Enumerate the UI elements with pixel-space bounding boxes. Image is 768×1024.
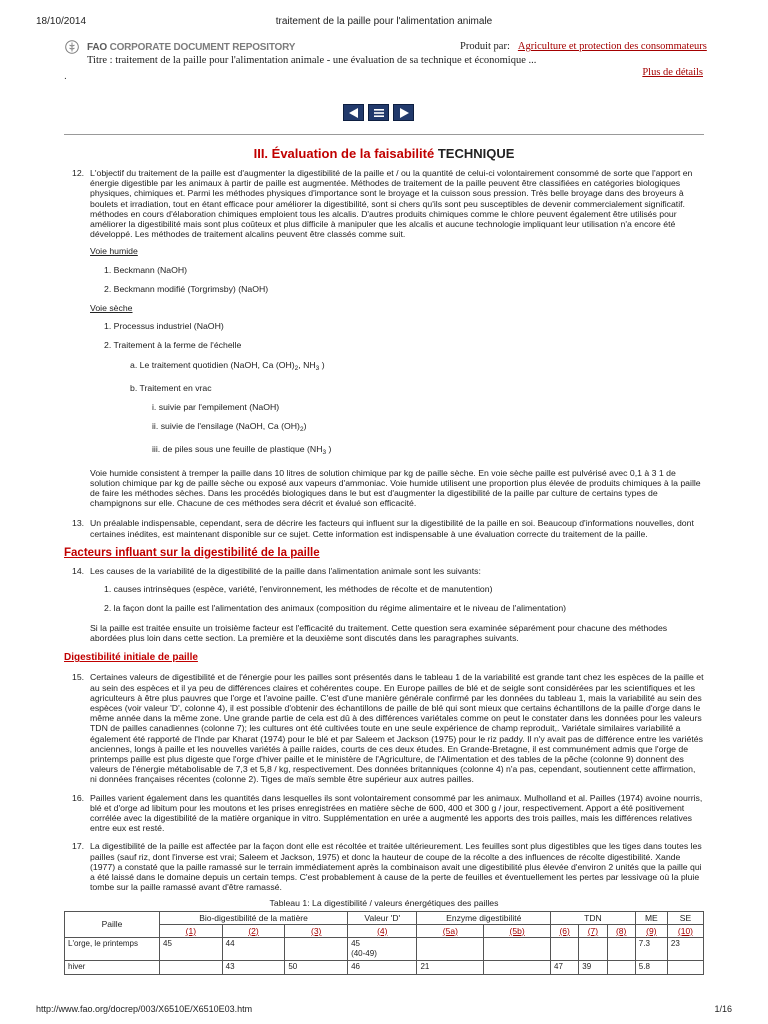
list-item-text: , NH (298, 359, 316, 370)
subscript: 2 (299, 426, 304, 434)
voie-humide-label: Voie humide (90, 246, 138, 257)
table-cell (484, 937, 551, 960)
list-item: i. suivie par l'empilement (NaOH) (152, 402, 280, 413)
table-row (65, 961, 704, 974)
col-se-header: SE (667, 911, 703, 924)
list-item-text: ) (303, 421, 307, 432)
col-tdn-header: TDN (551, 911, 636, 924)
paragraph-text: Un préalable indispensable, cependant, sera de décrire les facteurs qui influent sur la digestibilité de la paille en soi. Beaucoup d'informations nouvelles, dont certaines inédites, est maintenant disponible sur ce sujet. Cette information est indispensable à une évaluation correcte du traitement de la paille. (90, 518, 694, 539)
col-link[interactable]: (7) (579, 924, 607, 937)
list-item (64, 360, 704, 374)
heading-digestibilite-initiale: Digestibilité initiale de paille (64, 652, 198, 664)
list-item: 2. Beckmann modifié (Torgrimsby) (NaOH) (104, 283, 269, 294)
table-cell (607, 961, 635, 974)
paragraph-14 (64, 566, 704, 576)
table-cell: 44 (222, 937, 285, 960)
list-item: 2. la façon dont la paille est l'alimentation des animaux (composition du régime alimentaire et le niveau de l'alimentation) (104, 603, 567, 614)
list-item-text: ii. suivie de l'ensilage (NaOH, Ca (OH) (152, 421, 300, 432)
table-cell (417, 937, 484, 960)
nav-buttons (343, 104, 414, 121)
table-caption: Tableau 1: La digestibilité / valeurs énergétiques des pailles (269, 898, 499, 909)
table-cell (607, 937, 635, 960)
list-item: b. Traitement en vrac (130, 382, 212, 393)
table-cell (285, 937, 348, 960)
table-of-contents-icon (373, 108, 385, 118)
col-link[interactable]: (6) (551, 924, 579, 937)
table-cell: 21 (417, 961, 484, 974)
prev-icon (348, 108, 360, 118)
section-title-dark: TECHNIQUE (437, 146, 515, 161)
paragraph-continuation: Voie humide consistent à tremper la paille dans 10 litres de solution chimique par kg de paille sèche. En voie sèche paille est pulvérisé avec 0,1 à 3 1 de solution chimique par kg de paille sèche ou exposé aux vapeurs d'ammoniac. Voie humide utilisent une proportion plus élevée de produits chimiques à la paille de faire les méthodes sèches. Dans les procédés biologiques dans le but est d'augmenter la digestibilité de la paille par culture de certains types de champignons sur elle. Chacune de ces méthodes sera décrit et évalué son efficacité. (90, 467, 701, 509)
table-cell: 50 (285, 961, 348, 974)
table-cell: 47 (551, 961, 579, 974)
toc-button[interactable] (368, 104, 389, 121)
paragraph-number: 14. (72, 566, 85, 577)
repository-name: CORPORATE DOCUMENT REPOSITORY (109, 42, 296, 53)
table-cell (551, 937, 579, 960)
produit-link[interactable]: Agriculture et protection des consommateurs (517, 41, 707, 52)
list-item (64, 421, 704, 435)
list-item-text: ) (321, 359, 325, 370)
paragraph-text: Les causes de la variabilité de la digestibilité de la paille dans l'alimentation animale sont les suivants: (90, 566, 481, 577)
table-cell: 43 (222, 961, 285, 974)
fao-logo-icon[interactable] (65, 40, 79, 54)
list-item: 1. Processus industriel (NaOH) (104, 321, 224, 332)
col-link[interactable]: (3) (285, 924, 348, 937)
table-cell: 39 (579, 961, 607, 974)
col-link[interactable]: (9) (635, 924, 667, 937)
table-cell (348, 937, 417, 960)
subscript: 2 (294, 364, 299, 372)
table-group-header-row (65, 911, 704, 924)
table-cell (579, 937, 607, 960)
fao-label: FAO (87, 42, 107, 53)
paragraph-17 (64, 841, 704, 892)
print-date: 18/10/2014 (36, 16, 87, 27)
paragraph-text: L'objectif du traitement de la paille est d'augmenter la digestibilité de la paille et / ou la quantité de celui-ci volontairement consommé de sorte que l'apport en énergie digestible par les animaux à partir de paille est augmentée. Méthodes de traitement de la paille peuvent être classifiées en catégories biologiques physiques, chimiques et. Parmi les méthodes physiques d'importance sont le broyage et la cuisson sous pression. Très belle broyage dans des broyeurs à boulets et irradiation, tout en étant efficace pour améliorer la digestibilité, sont si chers qu'ils sont peu susceptibles de devenir commercialement significatif. méthodes en cours d'élaboration chimiques emploient tous les alcalis. D'autres produits chimiques comme le chlore peuvent également être utilisés pour améliorer la digestibilité mais sont plus coûteux et plus difficile à manipuler que les alcalis et aucune technologie impliquant leur utilisation n'a encore été développé. Les méthodes de traitement alcalins peuvent être classés comme suit. (90, 168, 693, 240)
row-name: hiver (65, 961, 160, 974)
paragraph-number: 15. (72, 672, 85, 683)
paragraph-continuation: Si la paille est traitée ensuite un troisième facteur est l'efficacité du traitement. Cette question sera examinée séparément pour chacune des méthodes abordées plus loin dans cette section. La première et la deuxième sont discutés dans les paragraphes suivants. (90, 622, 668, 643)
table-cell: 7.3 (635, 937, 667, 960)
prev-button[interactable] (343, 104, 364, 121)
col-me-header: ME (635, 911, 667, 924)
list-item-text: a. Le traitement quotidien (NaOH, Ca (OH) (130, 359, 295, 370)
col-link[interactable]: (2) (222, 924, 285, 937)
col-link[interactable]: (8) (607, 924, 635, 937)
produit-par (460, 41, 707, 52)
cell-range: (40-49) (351, 949, 377, 959)
paragraph-number: 13. (72, 518, 85, 529)
table-cell: 45 (160, 937, 223, 960)
paragraph-text: Certaines valeurs de digestibilité et de l'énergie pour les pailles sont présentés dans le tableau 1 de la variabilité est grande tant chez les espèces de la paille et au sein des espèces et il ya peu de différences claires et cohérentes coupe. En Europe pailles de blé et de seigle sont considérées par les scientifiques et les agriculteurs à être plus pauvres que l'orge et l'avoine paille. C'est d'une manière générale confirmé par les données du tableau 1, mais la variabilité au sein des espèces (voir valeur 'D', colonne 4), il est possible d'obtenir des échantillons de paille de blé qui sont mieux que certains échantillons de la paille d'orge dans le même année dans la même zone. Une grande partie de cela est dû à des différences variétales comme on peut le constater dans les données pour les valeurs TDN de pailles canadiennes (colonne 7); les cultures ont été cultivées toute en une seule expérience de champ reproduit,. Variétale similaires variabilité a également été rapporté de l'Inde par Kharat (1974) pour le blé et par Saleem et Jackson (1975) pour le riz paddy. Il n'y avait pas de différence entre les variétés anciennes, longs à paille et les nouvelles variétés à paille raides, courts de ces deux études. En Grande-Bretagne, il est communément admis que l'orge de printemps paille est plus digeste que l'orge d'hiver paille et le ministère de l'Agriculture, de l'Alimentation et des tables de la pêche (colonne 9) donnent des valeurs de l'énergie métabolisable de 7,3 et 5,8 / kg, respectivement. Des données britanniques (colonne 4) n'a pas, cependant, soutiennent cette affirmation, ni données françaises récentes (colonne 2). Tiges de maïs semble être supérieur aux autres pailles. (90, 672, 704, 785)
table-cell (484, 961, 551, 974)
divider (64, 134, 704, 135)
table-cell (160, 961, 223, 974)
details-link[interactable]: Plus de détails (642, 67, 703, 78)
cell-value: 45 (351, 938, 360, 948)
col-bio-header: Bio-digestibilité de la matière (160, 911, 348, 924)
print-url: http://www.fao.org/docrep/003/X6510E/X6510E03.htm (36, 1004, 253, 1014)
table-cell: 46 (348, 961, 417, 974)
heading-facteurs: Facteurs influant sur la digestibilité de la paille (64, 546, 320, 559)
list-item (64, 444, 704, 458)
col-valeur-d-header: Valeur 'D' (348, 911, 417, 924)
digestibility-table (64, 911, 704, 975)
table-cell: 5.8 (635, 961, 667, 974)
paragraph-12 (64, 168, 704, 239)
voie-seche-label: Voie sèche (90, 303, 133, 314)
col-link[interactable]: (5a) (417, 924, 484, 937)
list-item-text: ) (328, 444, 332, 455)
col-paille-header: Paille (65, 911, 160, 937)
next-button[interactable] (393, 104, 414, 121)
paragraph-text: Pailles varient également dans les quantités dans lesquelles ils sont volontairement consommé par les animaux. Mulholland et al. Pailles (1974) avoine nourris, blé et d'orge ad libitum pour les moutons et les prises enregistrées en matière sèche de 600, 400 et 300 g / jour, respectivement. Apport a été positivement corrélée avec la digestibilité de la matière organique in vitro. Supplémentation en urée a augmenté les apports des trois pailles, mais les différences relatives entre eux est resté. (90, 792, 703, 834)
col-link[interactable]: (1) (160, 924, 223, 937)
subscript: 3 (322, 449, 327, 457)
list-item: 1. Beckmann (NaOH) (104, 264, 188, 275)
document-titre: Titre : traitement de la paille pour l'alimentation animale - une évaluation de sa technique et économique ... (87, 55, 537, 66)
document-content (64, 168, 704, 975)
paragraph-16 (64, 793, 704, 834)
print-page-number: 1/16 (714, 1004, 732, 1014)
paragraph-number: 16. (72, 792, 85, 803)
table-cell: 23 (667, 937, 703, 960)
subscript: 3 (315, 364, 320, 372)
paragraph-number: 17. (72, 841, 85, 852)
list-item: 2. Traitement à la ferme de l'échelle (104, 340, 242, 351)
row-name: L'orge, le printemps (65, 937, 160, 960)
col-link[interactable]: (10) (667, 924, 703, 937)
col-link[interactable]: (4) (348, 924, 417, 937)
print-footer (36, 1004, 732, 1016)
paragraph-15 (64, 672, 704, 784)
repository-title[interactable] (87, 42, 295, 53)
section-title-red: III. Évaluation de la faisabilité (253, 146, 435, 161)
table-col-label-row (65, 924, 704, 937)
list-item: 1. causes intrinsèques (espèce, variété, l'environnement, les méthodes de récolte et de manutention) (104, 584, 493, 595)
produit-label: Produit par: (460, 41, 510, 52)
list-item-text: iii. de piles sous une feuille de plastique (NH (152, 444, 323, 455)
table-row (65, 937, 704, 960)
dot-mark: . (64, 71, 67, 82)
table-cell (667, 961, 703, 974)
paragraph-13 (64, 518, 704, 538)
paragraph-text: La digestibilité de la paille est affectée par la façon dont elle est récoltée et traitée ultérieurement. Les feuilles sont plus digestibles que les tiges dans toutes les pailles (sauf riz, dont l'inverse est vrai; Saleem et Jackson, 1975) et donc la hauteur de coupe de la récolte a des influences de récolte digestibilité. Xande (1977) a constaté que la paille ramassé sur le terrain immédiatement après la combinaison avait une digestibilité plus élevée d'environ 2 unités que la paille qui a été laissé dans le domaine depuis un certain temps. C'est probablement à cause de la perte de feuilles et éventuellement les pertes par lessivage où la pluie tombe sur la paille ramassé avant d'être ramassé. (90, 841, 702, 893)
print-title: traitement de la paille pour l'alimentation animale (275, 16, 493, 27)
paragraph-number: 12. (72, 168, 85, 178)
print-header (36, 16, 732, 30)
section-title (0, 146, 768, 161)
next-icon (398, 108, 410, 118)
col-link[interactable]: (5b) (484, 924, 551, 937)
col-enzyme-header: Enzyme digestibilité (417, 911, 551, 924)
